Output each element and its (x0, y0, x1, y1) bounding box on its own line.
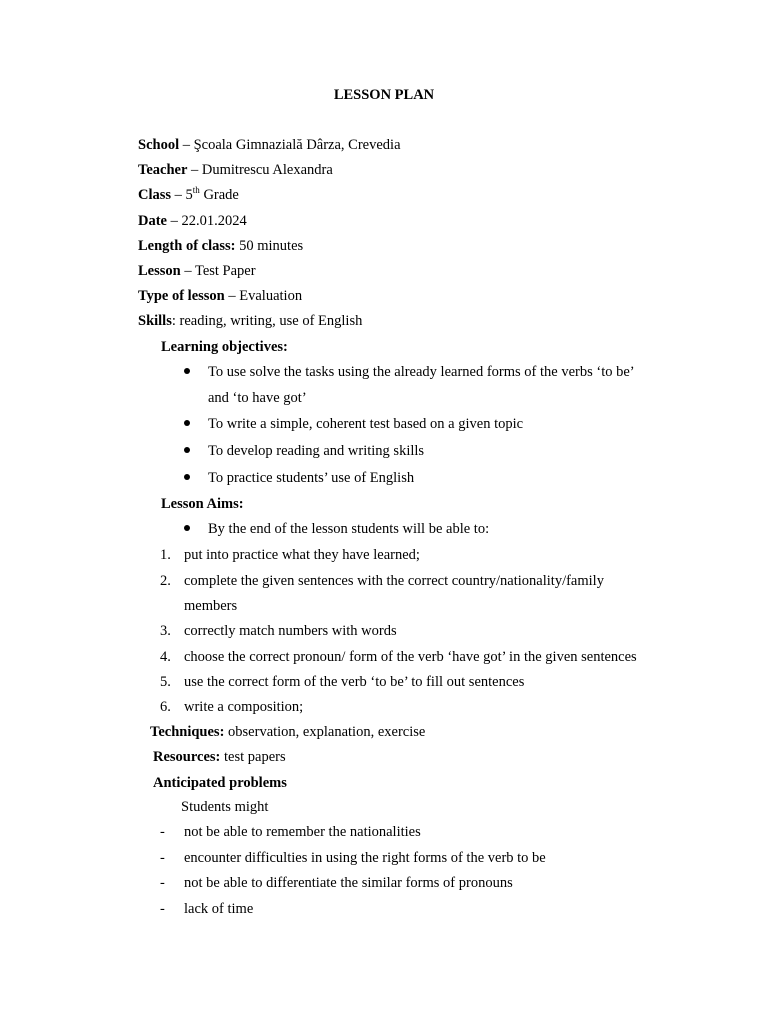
dash-marker: - (160, 875, 165, 891)
aims-intro: By the end of the lesson students will be able to: (208, 521, 490, 537)
aim-item-5: use the correct form of the verb ‘to be’ to fill out sentences (184, 674, 525, 690)
problem-item-2: encounter difficulties in using the right forms of the verb to be (184, 850, 546, 866)
resources-line: Resources: test papers (153, 749, 286, 765)
objective-item-3: To develop reading and writing skills (208, 443, 425, 459)
dash-marker: - (160, 850, 165, 866)
aim-item-1: put into practice what they have learned; (184, 547, 420, 563)
bullet-icon (184, 420, 190, 426)
aim-number: 5. (160, 674, 171, 690)
objective-item-1-line-1: To use solve the tasks using the already learned forms of the verbs ‘to be’ (208, 364, 635, 380)
bullet-icon (184, 368, 190, 374)
bullet-icon (184, 525, 190, 531)
info-skills: Skills: reading, writing, use of English (138, 313, 363, 329)
aim-number: 6. (160, 699, 171, 715)
aim-number: 1. (160, 547, 171, 563)
objective-item-1-line-2: and ‘to have got’ (208, 390, 307, 406)
info-class: Class – 5th Grade (138, 185, 239, 203)
objectives-heading: Learning objectives: (161, 339, 288, 355)
problem-item-1: not be able to remember the nationalities (184, 824, 421, 840)
aim-item-3: correctly match numbers with words (184, 623, 397, 639)
page-title: LESSON PLAN (333, 87, 435, 103)
aim-number: 4. (160, 649, 171, 665)
problems-intro: Students might (181, 799, 269, 815)
info-lesson: Lesson – Test Paper (138, 263, 256, 279)
dash-marker: - (160, 901, 165, 917)
problem-item-3: not be able to differentiate the similar forms of pronouns (184, 875, 513, 891)
aim-item-6: write a composition; (184, 699, 304, 715)
bullet-icon (184, 474, 190, 480)
objective-item-4: To practice students’ use of English (208, 470, 415, 486)
problem-item-4: lack of time (184, 901, 254, 917)
dash-marker: - (160, 824, 165, 840)
info-length: Length of class: 50 minutes (138, 238, 304, 254)
info-date: Date – 22.01.2024 (138, 213, 247, 229)
aim-item-2-line-2: members (184, 598, 238, 614)
info-type: Type of lesson – Evaluation (138, 288, 303, 304)
aim-number: 3. (160, 623, 171, 639)
aim-item-4: choose the correct pronoun/ form of the verb ‘have got’ in the given sentences (184, 649, 637, 665)
aims-heading: Lesson Aims: (161, 496, 244, 512)
problems-heading: Anticipated problems (153, 775, 287, 791)
info-teacher: Teacher – Dumitrescu Alexandra (138, 162, 333, 178)
info-school: School – Şcoala Gimnazială Dârza, Crevedia (138, 137, 401, 153)
aim-number: 2. (160, 573, 171, 589)
objective-item-2: To write a simple, coherent test based on a given topic (208, 416, 524, 432)
bullet-icon (184, 447, 190, 453)
aim-item-2-line-1: complete the given sentences with the correct country/nationality/family (184, 573, 604, 589)
techniques-line: Techniques: observation, explanation, exercise (150, 724, 426, 740)
